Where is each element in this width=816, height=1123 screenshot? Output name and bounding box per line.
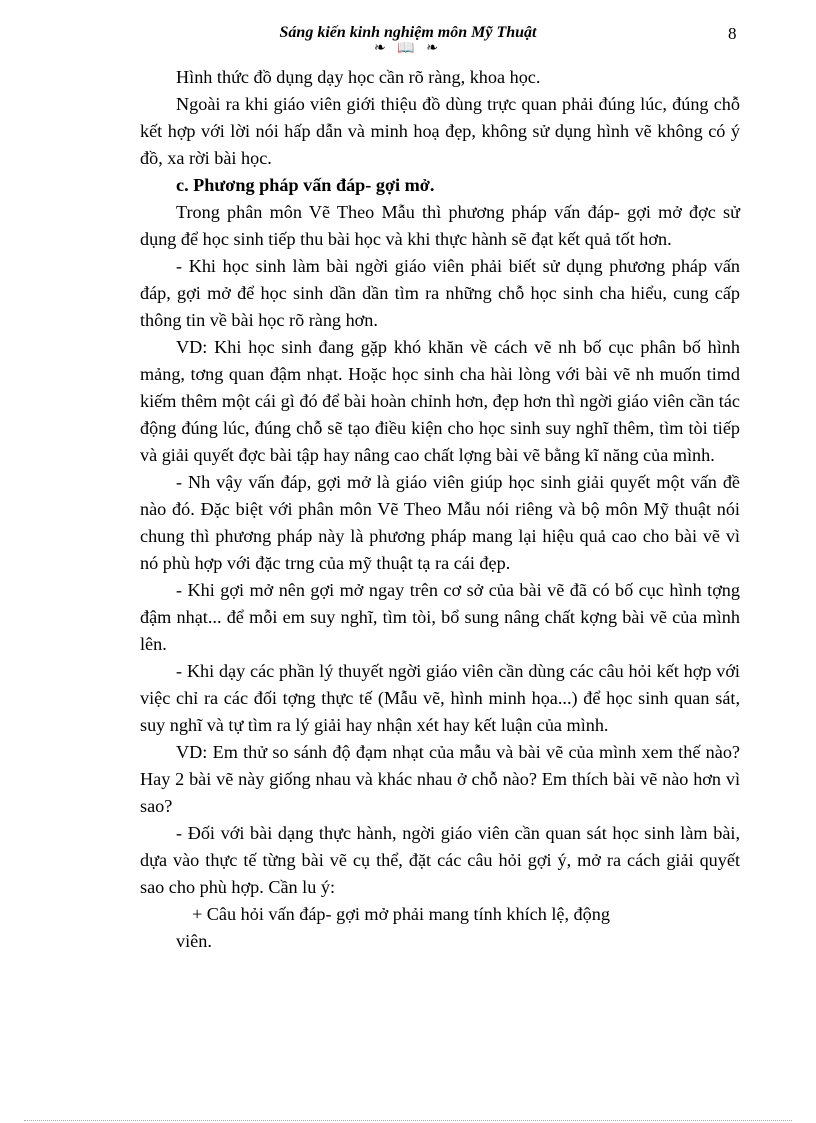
section-heading: c. Phương pháp vấn đáp- gợi mở. (176, 175, 435, 195)
paragraph: VD: Em thử so sánh độ đạm nhạt của mẫu và bài vẽ của mình xem thế nào? Hay 2 bài vẽ này giống nhau và khác nhau ở chỗ nào? Em thích bài vẽ nào hơn vì sao? (140, 742, 740, 816)
footer-dotted-rule (24, 1120, 792, 1121)
bullet-continuation: viên. (176, 931, 212, 951)
paragraph: Trong phân môn Vẽ Theo Mẫu thì phương pháp vấn đáp- gợi mở đợc sử dụng để học sinh tiếp thu bài học và khi thực hành sẽ đạt kết quả tốt hơn. (140, 202, 740, 249)
book-ornament-icon: ❧ 📖 ❧ (374, 41, 442, 56)
header-title: Sáng kiến kinh nghiệm môn Mỹ Thuật (279, 24, 537, 41)
paragraph: Hình thức đồ dụng dạy học cần rõ ràng, khoa học. (176, 67, 541, 87)
page-body (140, 64, 740, 955)
paragraph: - Đối với bài dạng thực hành, ngời giáo viên cần quan sát học sinh làm bài, dựa vào thực tế từng bài vẽ cụ thể, đặt các câu hỏi gợi ý, mở ra cách giải quyết sao cho phù hợp. Cần lu ý: (140, 823, 740, 897)
paragraph: - Khi dạy các phần lý thuyết ngời giáo viên cần dùng các câu hỏi kết hợp với việc chỉ ra các đối tợng thực tế (Mẫu vẽ, hình minh họa...) để học sinh quan sát, suy nghĩ và tự tìm ra lý giải hay nhận xét hay kết luận của mình. (140, 661, 740, 735)
bullet-item: + Câu hỏi vấn đáp- gợi mở phải mang tính khích lệ, động (192, 904, 610, 924)
paragraph: - Khi gợi mở nên gợi mở ngay trên cơ sở của bài vẽ đã có bố cục hình tợng đậm nhạt... để mỗi em suy nghĩ, tìm tòi, bổ sung nâng chất kợng bài vẽ của mình lên. (140, 580, 740, 654)
paragraph: Ngoài ra khi giáo viên giới thiệu đồ dùng trực quan phải đúng lúc, đúng chỗ kết hợp với lời nói hấp dẫn và minh hoạ đẹp, không sử dụng hình vẽ không có ý đồ, xa rời bài học. (140, 94, 740, 168)
paragraph: - Nh vậy vấn đáp, gợi mở là giáo viên giúp học sinh giải quyết một vấn đề nào đó. Đặc biệt với phân môn Vẽ Theo Mẫu nói riêng và bộ môn Mỹ thuật nói chung thì phương pháp này là phương pháp mang lại hiệu quả cao cho bài vẽ vì nó phù hợp với đặc trng của mỹ thuật tạ ra cái đẹp. (140, 472, 740, 573)
paragraph: VD: Khi học sinh đang gặp khó khăn về cách vẽ nh bố cục phân bố hình mảng, tơng quan đậm nhạt. Hoặc học sinh cha hài lòng với bài vẽ nh muốn timd kiếm thêm một cái gì đó để bài hoàn chỉnh hơn, đẹp hơn thì ngời giáo viên cần tác động đúng lúc, đúng chỗ sẽ tạo điều kiện cho học sinh suy nghĩ thêm, tìm tòi tiếp và giải quyết đợc bài tập hay nâng cao chất lợng bài vẽ bằng kĩ năng của mình. (140, 337, 740, 465)
paragraph: - Khi học sinh làm bài ngời giáo viên phải biết sử dụng phương pháp vấn đáp, gợi mở để học sinh dần dần tìm ra những chỗ học sinh cha hiểu, cung cấp thông tin về bài học rõ ràng hơn. (140, 256, 740, 330)
page-number: 8 (728, 24, 737, 43)
